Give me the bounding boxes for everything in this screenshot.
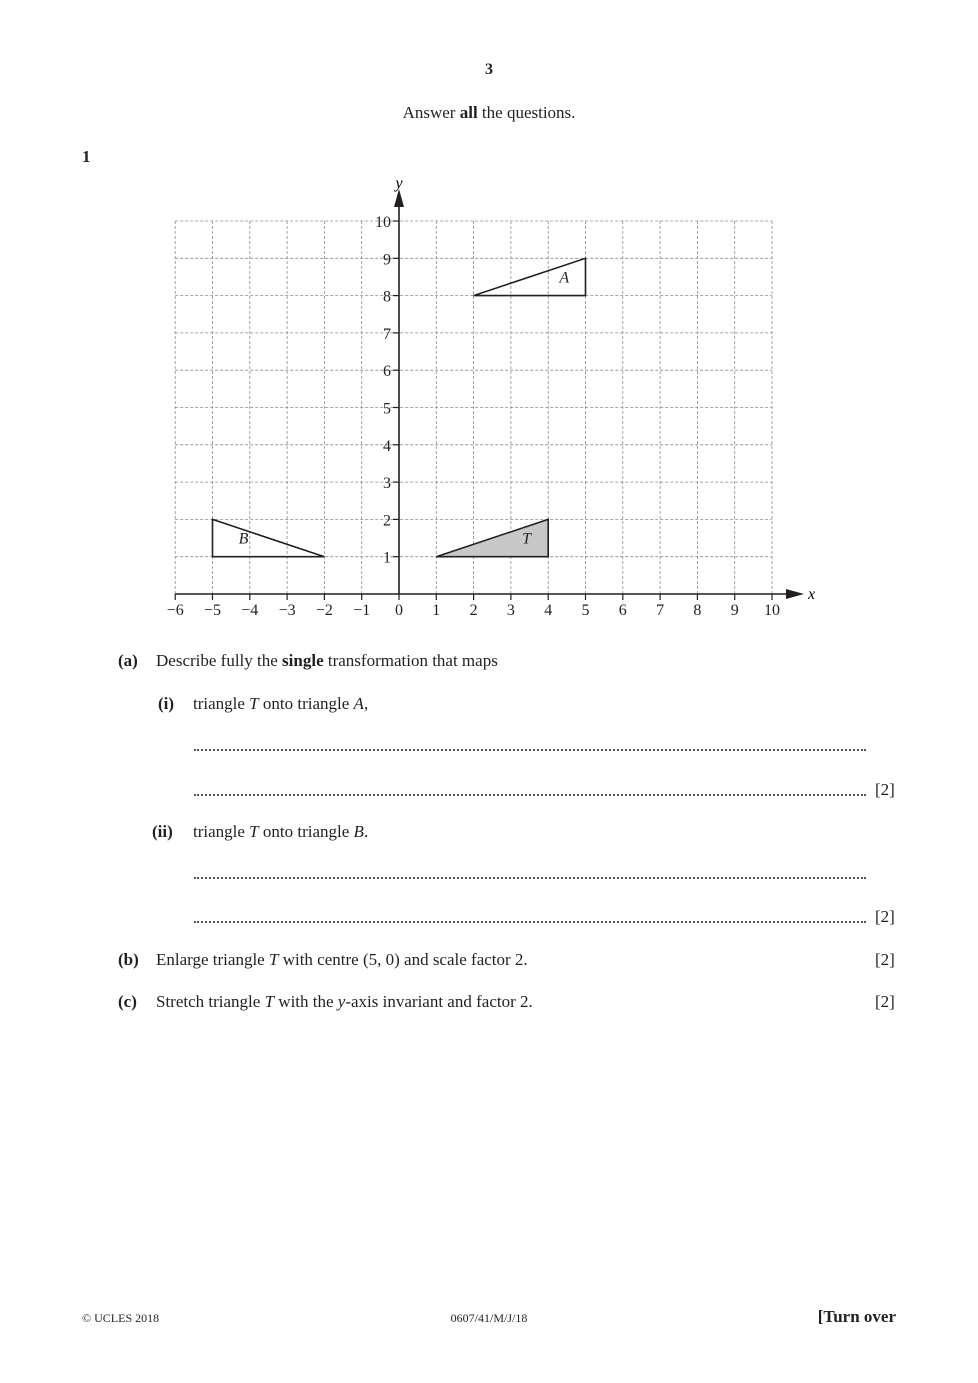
x-tick-label: −6 xyxy=(166,602,184,619)
x-tick-label: 5 xyxy=(581,602,590,619)
x-tick-label: −2 xyxy=(315,602,333,619)
part-c-mid: with the xyxy=(274,992,338,1011)
triangle-label-a: A xyxy=(559,269,570,287)
y-tick-label: 9 xyxy=(383,251,391,269)
part-a-i-t: T xyxy=(249,694,259,713)
part-c-pre: Stretch triangle xyxy=(156,992,265,1011)
x-axis-label: x xyxy=(808,586,816,603)
part-a-i-pre: triangle xyxy=(193,694,250,713)
part-a-i-label: (i) xyxy=(158,694,175,713)
triangle-label-t: T xyxy=(522,530,531,548)
part-a-ii-target: B xyxy=(353,822,364,841)
x-tick-label: −1 xyxy=(353,602,371,619)
x-axis-arrow xyxy=(786,589,804,599)
y-tick-label: 1 xyxy=(383,549,391,567)
instruction xyxy=(0,103,978,123)
part-a-label: (a) xyxy=(118,651,138,670)
part-b-label: (b) xyxy=(118,950,139,969)
instruction-bold: all xyxy=(459,103,478,122)
x-tick-label: 8 xyxy=(693,602,702,619)
grid-lines xyxy=(175,221,772,594)
part-a-text-post: transformation that maps xyxy=(323,651,498,670)
part-a-ii-text xyxy=(193,822,368,842)
part-a-i-post: , xyxy=(363,694,369,713)
coordinate-grid xyxy=(150,168,830,628)
x-tick-label: −3 xyxy=(278,602,296,619)
y-tick-label: 7 xyxy=(383,325,391,343)
part-a-ii-t: T xyxy=(249,822,259,841)
x-tick-label: 1 xyxy=(432,602,441,619)
y-tick-labels xyxy=(375,214,391,567)
part-b-pre: Enlarge triangle xyxy=(156,950,269,969)
footer-copyright: © UCLES 2018 xyxy=(82,1311,160,1325)
marks-c: [2] xyxy=(875,992,895,1011)
x-tick-label: 2 xyxy=(469,602,478,619)
footer-code: 0607/41/M/J/18 xyxy=(450,1311,528,1325)
x-tick-label: −5 xyxy=(203,602,222,619)
answer-line-a-i-1[interactable] xyxy=(194,749,866,751)
part-a-ii-mid: onto triangle xyxy=(258,822,354,841)
part-c-t: T xyxy=(264,992,275,1011)
part-c-label: (c) xyxy=(118,992,137,1011)
page-number: 3 xyxy=(485,61,493,78)
x-tick-labels xyxy=(167,602,780,619)
x-tick-label: 4 xyxy=(544,602,553,619)
x-tick-label: −4 xyxy=(241,602,259,619)
instruction-pre: Answer xyxy=(402,103,460,122)
turn-over: [Turn over xyxy=(817,1307,896,1326)
x-tick-label: 3 xyxy=(506,602,515,619)
part-c-post: -axis invariant and factor 2. xyxy=(345,992,533,1011)
part-b-text xyxy=(156,950,528,970)
x-tick-label: 6 xyxy=(618,602,627,619)
part-a-text-bold: single xyxy=(282,651,324,670)
instruction-post: the questions. xyxy=(477,103,576,122)
marks-a-i: [2] xyxy=(875,780,895,799)
x-tick-label: 0 xyxy=(395,602,403,619)
y-tick-label: 3 xyxy=(383,475,391,493)
part-a-ii-post: . xyxy=(363,822,369,841)
part-a-i-mid: onto triangle xyxy=(258,694,354,713)
answer-line-a-i-2[interactable] xyxy=(194,794,866,796)
triangle-b xyxy=(213,519,325,556)
marks-a-ii: [2] xyxy=(875,907,895,926)
part-b-post: with centre (5, 0) and scale factor 2. xyxy=(278,950,528,969)
answer-line-a-ii-1[interactable] xyxy=(194,877,866,879)
y-tick-label: 2 xyxy=(383,512,391,530)
part-a-ii-label: (ii) xyxy=(152,822,173,841)
part-b-t: T xyxy=(268,950,279,969)
y-tick-label: 6 xyxy=(383,363,391,381)
part-a-text-pre: Describe fully the xyxy=(156,651,283,670)
y-tick-label: 8 xyxy=(383,288,391,306)
triangle-t xyxy=(436,519,548,556)
part-a-ii-pre: triangle xyxy=(193,822,250,841)
y-tick-label: 10 xyxy=(375,214,391,231)
x-tick-label: 9 xyxy=(730,602,739,619)
part-c-text xyxy=(156,992,533,1012)
part-a-i-text xyxy=(193,694,368,714)
x-tick-label: 10 xyxy=(764,602,780,619)
triangle-label-b: B xyxy=(238,530,249,548)
question-number: 1 xyxy=(82,147,91,166)
part-c-axis: y xyxy=(337,992,346,1011)
answer-line-a-ii-2[interactable] xyxy=(194,921,866,923)
y-tick-label: 4 xyxy=(383,437,391,455)
part-a-i-target: A xyxy=(353,694,364,713)
y-tick-label: 5 xyxy=(383,400,391,418)
x-tick-label: 7 xyxy=(656,602,665,619)
y-axis-label: y xyxy=(395,175,403,192)
part-a-text xyxy=(156,651,498,671)
marks-b: [2] xyxy=(875,950,895,969)
